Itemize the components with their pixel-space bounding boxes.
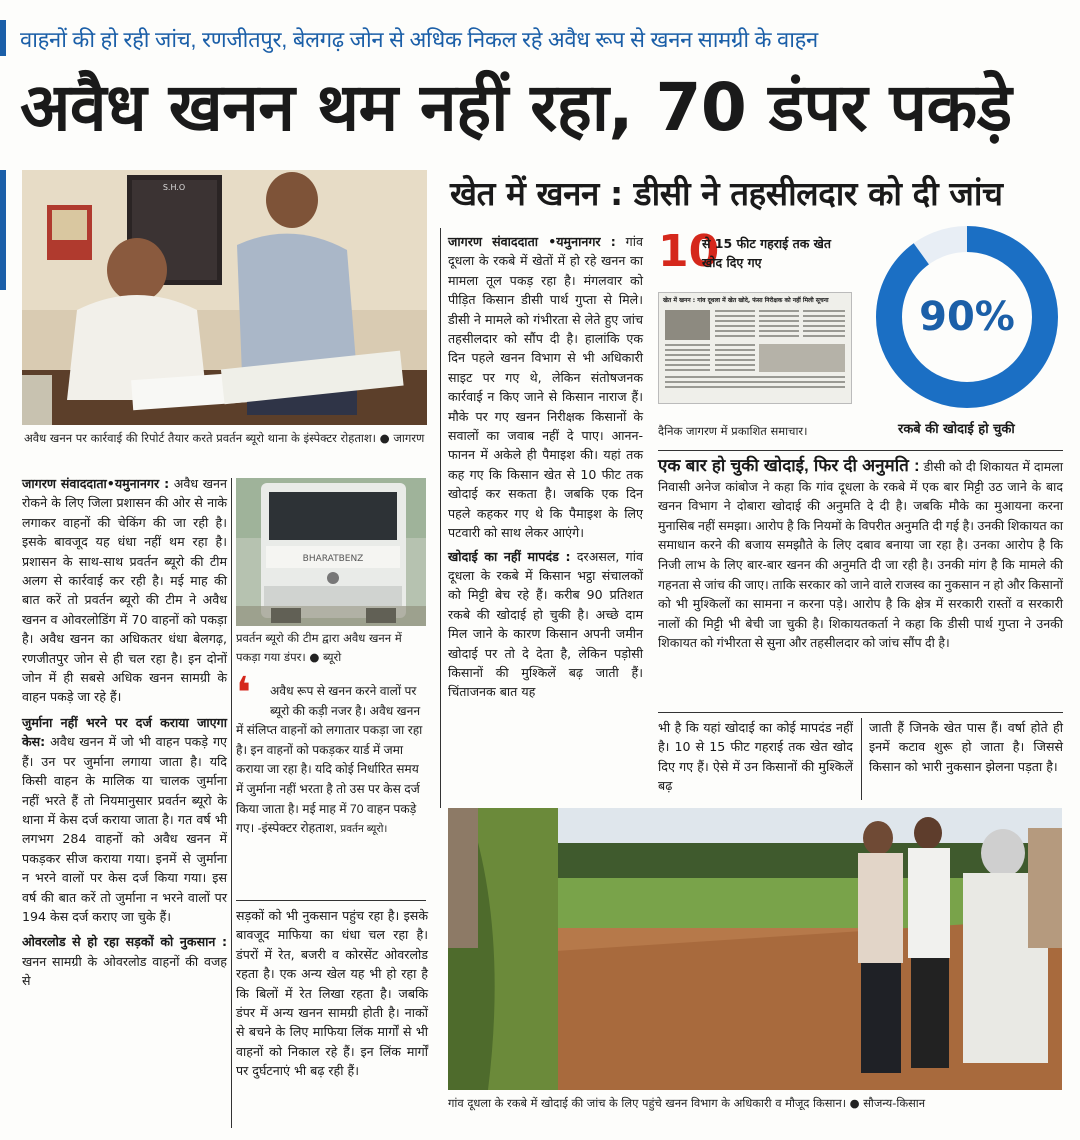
dateline: जागरण संवाददाता•यमुनानगर :: [22, 476, 170, 491]
narrow-column-1: [658, 718, 853, 796]
photo-caption-office: अवैध खनन पर कार्रवाई की रिपोर्ट तैयार करते प्रवर्तन ब्यूरो थाना के इंस्पेक्टर रोहताश। ● जागरण: [24, 431, 425, 445]
quote-role: प्रवर्तन ब्यूरो।: [340, 823, 388, 836]
article-paragraph: खनन सामग्री के ओवरलोड वाहनों की वजह से: [22, 953, 227, 989]
article-paragraph: गांव दूधला के रकबे में खेतों में हो रहे खनन का मामला तूल पकड़ रहा है। मंगलवार को पीड़ित किसान डीसी पार्थ गुप्ता से मिले। डीसी ने मामले को गंभीरता से लेते हुए जांच तहसीलदार को सौंप दी है। हालांकि एक दिन पहले खनन विभाग से भी अधिकारी साइट पर गए थे, लेकिन संतोषजनक कार्रवाई न किए जाने से किसान नाराज हैं। मौके पर गए खनन निरीक्षक किसानों के सवालों का जवाब नहीं दे पाए। आनन-फानन में अकेले ही पैमाइश की। यहां तक कह गए कि किसान खेत से 10 फीट तक खोदाई कर सकता है। जबकि एक दिन पहले कहकर गए थे कि पैमाइश के लिए पटवारी को साथ लेकर आएंगे।: [448, 234, 643, 541]
column-divider: [440, 228, 441, 808]
article-paragraph: भी है कि यहां खोदाई का कोई मापदंड नहीं है। 10 से 15 फीट गहराई तक खेत खोद दिए गए हैं। ऐसे में उन किसानों की मुश्किलें बढ़: [658, 720, 853, 794]
fact-number: 10: [658, 226, 720, 277]
article-paragraph: जाती हैं जिनके खेत पास हैं। वर्षा होते ही इनमें कटाव शुरू हो जाता है। जिससे किसान को भारी नुकसान झेलना पड़ता है।: [869, 720, 1063, 774]
narrow-column-2: [869, 718, 1063, 776]
complaint-block: [658, 456, 1063, 654]
article-paragraph: दरअसल, गांव दूधला के रकबे में किसान भट्ठा संचालकों को मिट्टी बेच रहे हैं। करीब 90 प्रतिशत रकबे की खोदाई हो चुकी है। अच्छे दाम मिल जाने के कारण किसान अपनी जमीन खोदाई पर तो दे देता है, लेकिन पड़ोसी किसानों की मुश्किलें बढ़ जाती हैं। चिंताजनक बात यह: [448, 548, 643, 700]
accent-bar-top: [0, 20, 6, 56]
secondary-headline: खेत में खनन : डीसी ने तहसीलदार को दी जांच: [450, 174, 1003, 213]
truck-photo: [236, 478, 426, 626]
quote-divider: [236, 900, 426, 901]
subhead: ओवरलोड से हो रहा सड़कों को नुकसान :: [22, 934, 227, 950]
subhead: एक बार हो चुकी खोदाई, फिर दी अनुमति :: [658, 456, 920, 475]
photo-caption-field: गांव दूधला के रकबे में खोदाई की जांच के लिए पहुंचे खनन विभाग के अधिकारी व मौजूद किसान। ● सौजन्य-किसान: [448, 1096, 926, 1110]
office-photo: [22, 170, 427, 425]
section-divider: [658, 712, 1063, 713]
donut-caption: रकबे की खोदाई हो चुकी: [898, 422, 1015, 437]
subhead: खोदाई का नहीं मापदंड :: [448, 548, 571, 564]
accent-bar-left: [0, 170, 6, 290]
clipping-caption: दैनिक जागरण में प्रकाशित समाचार।: [658, 424, 808, 438]
newspaper-clipping: [658, 292, 852, 404]
dateline: जागरण संवाददाता •यमुनानगर :: [448, 234, 616, 249]
donut-value-label: 90%: [919, 294, 1015, 340]
article-paragraph: अवैध खनन में जो भी वाहन पकड़े गए हैं। उन पर जुर्माना लगाया जाता है। यदि किसी वाहन के मालिक या चालक जुर्माना नहीं भरते हैं तो नियमानुसार प्रवर्तन ब्यूरो के थाना में केस दर्ज कराया जाता है। गत वर्ष भी लगभग 284 वाहनों को अवैध खनन में पकड़कर सीज कराया गया। इनमें से जुर्माना न भरने वालों पर केस दर्ज किया गया। इस वर्ष की बात करें तो जुर्माना न भरने वालों पर 194 केस दर्ज कराए जा चुके हैं।: [22, 734, 227, 924]
left-column: [22, 474, 227, 991]
kicker: वाहनों की हो रही जांच, रणजीतपुर, बेलगढ़ जोन से अधिक निकल रहे अवैध रूप से खनन सामग्री के वाहन: [20, 27, 818, 52]
right-article-column: [448, 232, 643, 702]
column-divider: [231, 478, 232, 1128]
subhead: जुर्माना नहीं भरने पर दर्ज कराया जाएगा केस:: [22, 714, 227, 750]
quote-block: [236, 682, 428, 840]
clipping-header: खेत में खनन : गांव दूधला में खेत खोदे, फंसा निरीक्षक को नहीं मिली सूचना: [663, 297, 829, 304]
section-divider: [658, 450, 1063, 451]
article-paragraph: अवैध खनन रोकने के लिए जिला प्रशासन की ओर से नाके लगाकर वाहनों की चेकिंग की जा रही है। इसके बावजूद यह धंधा नहीं थम रहा है। प्रशासन के साथ-साथ प्रवर्तन ब्यूरो की टीम अलग से कार्रवाई कर रही है। मई माह की बात करें तो प्रवर्तन ब्यूरो की टीम ने अवैध खनन व ओवरलोडिंग में 70 वाहनों को पकड़ा है। अवैध खनन का अधिकतर धंधा बेलगढ़, रणजीतपुर जोन से ही चल रहा है। इन दोनों जोन में ही सबसे अधिक खनन सामग्री के वाहन पकड़े जा रहे हैं।: [22, 476, 227, 705]
article-paragraph: डीसी को दी शिकायत में दामला निवासी अनेज कांबोज ने कहा कि गांव दूधला के रकबे में एक बार मिट्टी उठ जाने के बाद खनन विभाग ने दोबारा खोदाई की अनुमति दे दी है। जबकि मौके का मुआयना करना मुनासिब नहीं समझा। आरोप है कि नियमों के विपरीत अनुमति दी गई है। उनकी शिकायत का समाधान करने की बजाय समझौते के लिए दबाव बनाया जा रहा है। उनका आरोप है कि निजी लाभ के लिए बार-बार खनन की अनुमति दी जा रही है। उनकी मांग है कि मामले की गहनता से जांच की जाए। ताकि सरकार को जाने वाले राजस्व का नुकसान न हो और किसानों को भी मुश्किलों का सामना न करना पड़े। आरोप है कि क्षेत्र में सरकारी रास्तों व सरकारी नालों की मिट्टी भी बेची जा चुकी है। शिकायतकर्ता ने कहा कि डीसी पार्थ गुप्ता ने उनकी शिकायत को गंभीरता से सुना और तहसीलदार को जांच सौंप दी है।: [658, 460, 1064, 651]
column-divider: [861, 718, 862, 800]
quote-text: अवैध रूप से खनन करने वालों पर ब्यूरो की कड़ी नजर है। अवैध खनन में संलिप्त वाहनों को लगातार पकड़ा जा रहा है। इन वाहनों को पकड़कर यार्ड में जमा कराया जा रहा है। यदि कोई निर्धारित समय में जुर्माना नहीं भरता है तो उस पर केस दर्ज किया जाता है। मई माह में 70 वाहन पकड़े गए। -इंस्पेक्टर रोहताश,: [236, 684, 423, 836]
photo-caption-truck: प्रवर्तन ब्यूरो की टीम द्वारा अवैध खनन में पकड़ा गया डंपर। ● ब्यूरो: [236, 631, 402, 664]
donut-chart: [872, 222, 1062, 412]
page-title: अवैध खनन थम नहीं रहा, 70 डंपर पकड़े: [20, 69, 1012, 146]
quote-mark: ❛: [236, 668, 252, 719]
mid-column-text: [236, 906, 428, 1081]
field-photo: [448, 808, 1062, 1090]
truck-brand-text: BHARATBENZ: [302, 554, 364, 564]
fact-text: से 15 फीट गहराई तक खेत खोद दिए गए: [702, 236, 832, 270]
sign-text: S.H.O: [162, 183, 186, 192]
article-paragraph: सड़कों को भी नुकसान पहुंच रहा है। इसके बावजूद माफिया का धंधा चल रहा है। डंपरों में रेत, बजरी व कोरसेंट ओवरलोड रहता है। एक अन्य खेल यह भी हो रहा है कि बिलों में रेत लिखा रहता है। जबकि डंपर में अन्य खनन सामग्री होती है। नाकों से बचने के लिए माफिया लिंक मार्गों से भी वाहनों को निकाल रहे हैं। इन लिंक मार्गों पर दुर्घटनाएं भी बढ़ रही हैं।: [236, 908, 428, 1079]
